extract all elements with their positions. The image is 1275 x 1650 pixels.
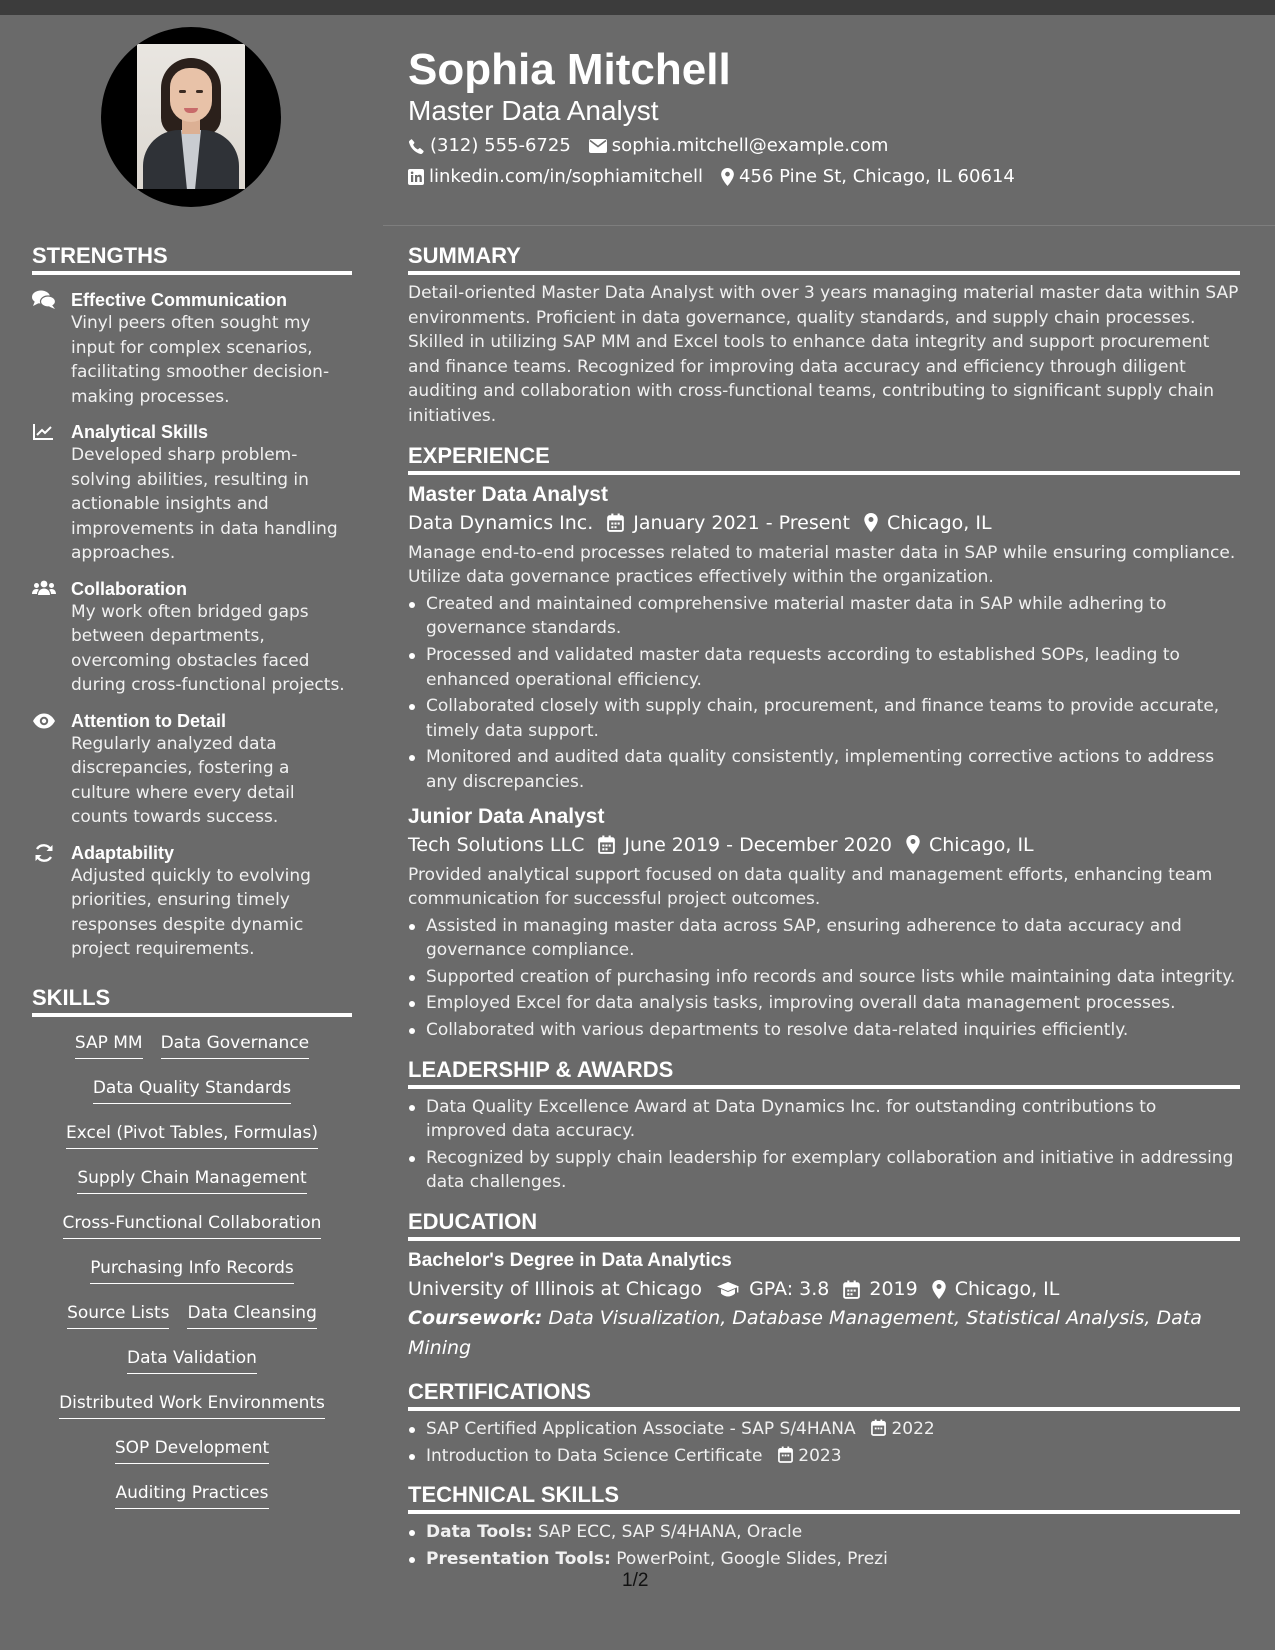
- skill-row: [32, 1391, 352, 1436]
- strength-desc: Adjusted quickly to evolving priorities, ensuring timely responses despite dynamic project requirements.: [71, 865, 311, 959]
- strengths-heading: STRENGTHS: [32, 243, 352, 275]
- skill-row: [32, 1031, 352, 1076]
- job-location: Chicago, IL: [864, 509, 992, 537]
- leadership-bullets: [408, 1095, 1240, 1195]
- profile-photo: [101, 27, 281, 207]
- right-column: [408, 243, 1240, 1571]
- strength-item: [32, 421, 352, 566]
- contact-row-1: [408, 134, 906, 158]
- eye-icon: [32, 711, 56, 731]
- strength-desc: Vinyl peers often sought my input for complex scenarios, facilitating smoother decision-making processes.: [71, 313, 330, 407]
- skill-row: [32, 1211, 352, 1256]
- skill-row: [32, 1076, 352, 1121]
- job-title: Junior Data Analyst: [408, 804, 605, 828]
- job-dates: June 2019 - December 2020: [598, 831, 892, 859]
- company-name: Tech Solutions LLC: [408, 833, 585, 856]
- tech-value: PowerPoint, Google Slides, Prezi: [616, 1548, 888, 1569]
- list-item: Monitored and audited data quality consistently, implementing corrective actions to address any discrepancies.: [408, 745, 1240, 794]
- school-location: Chicago, IL: [932, 1275, 1060, 1303]
- calendar-icon: [778, 1446, 793, 1463]
- list-item: [408, 1444, 1240, 1469]
- list-item: Collaborated with various departments to resolve data-related inquiries efficiently.: [408, 1018, 1240, 1043]
- skill-tag: Excel (Pivot Tables, Formulas): [66, 1121, 318, 1149]
- job-meta: [408, 831, 1240, 859]
- job-entry: [408, 803, 1240, 1043]
- sync-icon: [32, 843, 56, 863]
- strength-desc: Regularly analyzed data discrepancies, fostering a culture where every detail counts towards success.: [71, 733, 295, 827]
- skills-list: [32, 1031, 352, 1526]
- linkedin-contact[interactable]: [408, 165, 703, 189]
- job-bullets: [408, 592, 1240, 795]
- list-item: Created and maintained comprehensive material master data in SAP while adhering to governance standards.: [408, 592, 1240, 641]
- phone-text: (312) 555-6725: [430, 135, 571, 156]
- education-heading: EDUCATION: [408, 1209, 1240, 1241]
- linkedin-icon: [408, 169, 424, 185]
- skill-tag: Distributed Work Environments: [59, 1391, 325, 1419]
- strength-desc: My work often bridged gaps between departments, overcoming obstacles faced during cross-functional projects.: [71, 601, 345, 695]
- email-text[interactable]: sophia.mitchell@example.com: [611, 135, 889, 156]
- skill-row: [32, 1256, 352, 1301]
- certifications-list: [408, 1417, 1240, 1468]
- address-contact: [721, 165, 1015, 189]
- list-item: [408, 1520, 1240, 1545]
- comments-icon: [32, 290, 56, 310]
- phone-icon: [408, 138, 425, 155]
- gpa: GPA: 3.8: [716, 1275, 829, 1303]
- tech-label: Presentation Tools:: [426, 1548, 611, 1569]
- strength-title: Collaboration: [71, 578, 187, 599]
- education-entry: [408, 1247, 1240, 1363]
- job-dates: January 2021 - Present: [607, 509, 850, 537]
- technical-skills-list: [408, 1520, 1240, 1571]
- strength-item: [32, 289, 352, 409]
- skill-tag: Source Lists: [67, 1301, 169, 1329]
- job-bullets: [408, 914, 1240, 1043]
- strength-title: Adaptability: [71, 842, 175, 863]
- calendar-icon: [843, 1280, 860, 1299]
- list-item: Processed and validated master data requests according to established SOPs, leading to enhanced operational efficiency.: [408, 643, 1240, 692]
- map-marker-icon: [932, 1280, 946, 1299]
- skill-row: [32, 1436, 352, 1481]
- list-item: Employed Excel for data analysis tasks, improving overall data management processes.: [408, 991, 1240, 1016]
- contact-row-2: [408, 165, 1033, 189]
- skill-tag: Data Cleansing: [187, 1301, 316, 1329]
- strength-title: Attention to Detail: [71, 710, 226, 731]
- map-marker-icon: [864, 513, 878, 532]
- skill-tag: Data Validation: [127, 1346, 257, 1374]
- list-item: Assisted in managing master data across SAP, ensuring adherence to data accuracy and governance compliance.: [408, 914, 1240, 963]
- company-name: Data Dynamics Inc.: [408, 511, 594, 534]
- page-number: 1/2: [622, 1570, 649, 1591]
- summary-heading: SUMMARY: [408, 243, 1240, 275]
- summary-text: Detail-oriented Master Data Analyst with over 3 years managing material master data within SAP environments. Proficient in data governance, quality standards, and supply chain processes. Skilled in utilizing SAP MM and Excel tools to enhance data integrity and support procurement and finance teams. Recognized for improving data accuracy and efficiency through diligent auditing and collaboration with cross-functional teams, contributing to significant supply chain initiatives.: [408, 283, 1239, 426]
- strength-desc: Developed sharp problem-solving abilities, resulting in actionable insights and improvements in data handling approaches.: [71, 445, 338, 563]
- job-meta: [408, 509, 1240, 537]
- leadership-heading: LEADERSHIP & AWARDS: [408, 1057, 1240, 1089]
- skill-row: [32, 1301, 352, 1346]
- phone-contact: [408, 134, 571, 158]
- portrait: [137, 44, 245, 189]
- address-text: 456 Pine St, Chicago, IL 60614: [739, 166, 1015, 187]
- skill-row: [32, 1346, 352, 1391]
- strength-title: Effective Communication: [71, 290, 288, 310]
- skill-tag: Purchasing Info Records: [90, 1256, 294, 1284]
- skill-tag: SAP MM: [75, 1031, 143, 1059]
- technical-skills-heading: TECHNICAL SKILLS: [408, 1482, 1240, 1514]
- map-marker-icon: [721, 168, 734, 186]
- candidate-title: Master Data Analyst: [408, 95, 659, 126]
- skill-tag: Supply Chain Management: [77, 1166, 306, 1194]
- list-item: [408, 1417, 1240, 1442]
- job-title: Master Data Analyst: [408, 482, 608, 506]
- skill-row: [32, 1166, 352, 1211]
- experience-heading: EXPERIENCE: [408, 443, 1240, 475]
- skill-tag: Data Governance: [161, 1031, 310, 1059]
- chart-line-icon: [32, 422, 56, 442]
- email-contact[interactable]: [589, 134, 889, 158]
- job-description: Provided analytical support focused on data quality and management efforts, enhancing team communication for successful project outcomes.: [408, 864, 1213, 910]
- skill-tag: Cross-Functional Collaboration: [63, 1211, 322, 1239]
- degree-title: Bachelor's Degree in Data Analytics: [408, 1250, 732, 1272]
- strength-title: Analytical Skills: [71, 422, 209, 442]
- tech-label: Data Tools:: [426, 1522, 533, 1543]
- skill-tag: Data Quality Standards: [93, 1076, 291, 1104]
- strength-item: [32, 578, 352, 698]
- cert-name: Introduction to Data Science Certificate: [426, 1445, 763, 1466]
- list-item: Recognized by supply chain leadership for exemplary collaboration and initiative in addressing data challenges.: [408, 1146, 1240, 1195]
- skill-row: [32, 1121, 352, 1166]
- header-divider: [383, 225, 1275, 226]
- top-bar: [0, 0, 1275, 15]
- graduation-cap-icon: [716, 1281, 740, 1298]
- coursework-text: Data Visualization, Database Management, Statistical Analysis, Data Mining: [408, 1307, 1202, 1360]
- job-entry: [408, 481, 1240, 795]
- strength-item: [32, 842, 352, 962]
- skill-tag: Auditing Practices: [115, 1481, 268, 1509]
- strength-item: [32, 710, 352, 830]
- coursework: [408, 1303, 1240, 1363]
- cert-name: SAP Certified Application Associate - SAP S/4HANA: [426, 1419, 856, 1440]
- users-icon: [32, 579, 56, 599]
- skills-heading: SKILLS: [32, 985, 352, 1017]
- calendar-icon: [607, 513, 624, 532]
- map-marker-icon: [906, 835, 920, 854]
- education-meta: [408, 1275, 1240, 1303]
- calendar-icon: [871, 1419, 886, 1436]
- school-name: University of Illinois at Chicago: [408, 1278, 703, 1301]
- list-item: Supported creation of purchasing info records and source lists while maintaining data integrity.: [408, 965, 1240, 990]
- list-item: Collaborated closely with supply chain, procurement, and finance teams to provide accurate, timely data support.: [408, 694, 1240, 743]
- left-column: [32, 243, 352, 1526]
- job-description: Manage end-to-end processes related to material master data in SAP while ensuring compliance. Utilize data governance practices effectively within the organization.: [408, 542, 1236, 588]
- graduation-year: 2019: [843, 1275, 917, 1303]
- candidate-name: Sophia Mitchell: [408, 45, 731, 94]
- list-item: Data Quality Excellence Award at Data Dynamics Inc. for outstanding contributions to improved data accuracy.: [408, 1095, 1240, 1144]
- linkedin-text[interactable]: linkedin.com/in/sophiamitchell: [429, 166, 704, 187]
- cert-year: 2022: [891, 1419, 935, 1440]
- skill-tag: SOP Development: [115, 1436, 269, 1464]
- job-location: Chicago, IL: [906, 831, 1034, 859]
- certifications-heading: CERTIFICATIONS: [408, 1379, 1240, 1411]
- cert-year: 2023: [798, 1445, 842, 1466]
- tech-value: SAP ECC, SAP S/4HANA, Oracle: [537, 1522, 803, 1543]
- envelope-icon: [589, 139, 607, 153]
- calendar-icon: [598, 835, 615, 854]
- coursework-label: Coursework:: [408, 1307, 543, 1330]
- skill-row: [32, 1481, 352, 1526]
- list-item: [408, 1547, 1240, 1572]
